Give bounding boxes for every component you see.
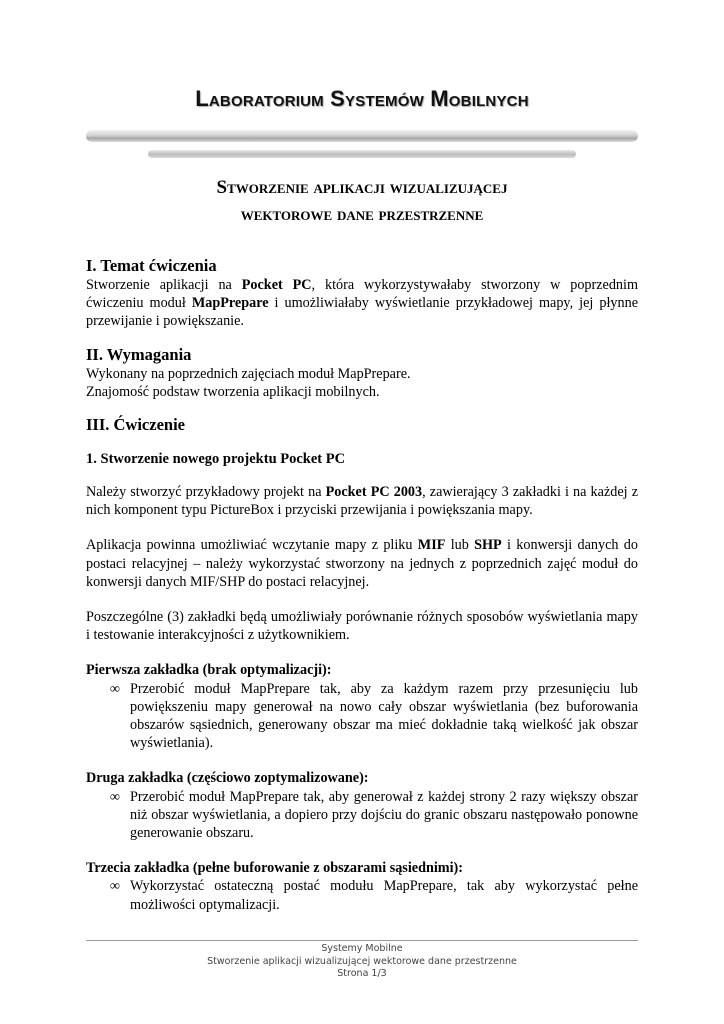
list-item [86,788,638,843]
requirement-line-1: Wykonany na poprzednich zajęciach moduł MapPrepare. [86,365,411,382]
bold-shp: SHP [474,537,502,554]
list-item [86,877,638,913]
infinity-bullet-icon: ∞ [109,680,120,697]
section-heading-requirements: II. Wymagania [86,344,192,364]
tab3-item: Wykorzystać ostateczną postać modułu MapPrepare, tak aby wykorzystać pełne możliwości optymalizacji. [130,878,638,913]
bold-pocket-pc-2003: Pocket PC 2003 [325,484,423,501]
tab2-heading: Druga zakładka (częściowo zoptymalizowane): [86,770,369,787]
section-heading-topic: I. Temat ćwiczenia [86,256,217,275]
decorative-bar-top [86,130,638,142]
lab-title: Laboratorium Systemów Mobilnych [195,86,529,111]
infinity-bullet-icon: ∞ [109,878,120,895]
tab3-heading: Trzecia zakładka (pełne buforowanie z obszarami sąsiednimi): [86,860,463,877]
tab1-item: Przerobić moduł MapPrepare tak, aby za każdym razem przy przesunięciu lub powiększeniu mapy generował na nowo cały obszar wyświetlania (bez buforowania obszarów sąsiednich, generowany obszar ma mieć dokładnie taką wielkość jak obszar wyświetlania). [130,680,638,752]
subsection-heading: 1. Stworzenie nowego projektu Pocket PC [86,451,346,468]
bold-mif: MIF [417,537,446,554]
topic-paragraph: Stworzenie aplikacji na Pocket PC, która wykorzystywałaby stworzony w poprzednim ćwiczeniu moduł MapPrepare i umożliwiałaby wyświetlanie przykładowej mapy, jej płynne przewijanie i powiększanie. [86,277,638,330]
tab1-heading: Pierwsza zakładka (brak optymalizacji): [86,662,332,679]
paragraph-project: Należy stworzyć przykładowy projekt na Pocket PC 2003, zawierający 3 zakładki i na każdej z nich komponent typu PictureBox i przyciski przewijania i powiększania mapy. [86,484,638,519]
document-title-line1: Stworzenie aplikacji wizualizującej [216,177,508,198]
footer-course: Systemy Mobilne [321,943,403,954]
infinity-bullet-icon: ∞ [109,788,120,805]
section-heading-exercise: III. Ćwiczenie [86,415,185,435]
decorative-bar-bottom [148,150,576,158]
requirement-line-2: Znajomość podstaw tworzenia aplikacji mobilnych. [86,383,380,400]
footer-page-number: Strona 1/3 [337,968,387,979]
paragraph-map-loading: Aplikacja powinna umożliwiać wczytanie mapy z pliku MIF lub SHP i konwersji danych do postaci relacyjnej – należy wykorzystać stworzony na jednych z poprzednich zajęć moduł do konwersji danych MIF/SHP do postaci relacyjnej. [86,537,638,590]
footer-title: Stworzenie aplikacji wizualizującej wektorowe dane przestrzenne [207,955,517,967]
page-footer [86,940,638,981]
document-title-line2: wektorowe dane przestrzenne [240,204,484,225]
bold-mapprepare: MapPrepare [191,295,269,312]
document-content [86,256,638,914]
document-title [0,174,724,228]
bold-pocket-pc: Pocket PC [241,277,312,293]
list-item [86,680,638,753]
paragraph-tabs: Poszczególne (3) zakładki będą umożliwiały porównanie różnych sposobów wyświetlania mapy i testowanie interakcyjności z użytkownikiem. [86,609,638,644]
tab2-item: Przerobić moduł MapPrepare tak, aby generował z każdej strony 2 razy większy obszar niż obszar wyświetlania, a dopiero przy dojściu do granic obszaru następowało ponowne generowanie obszaru. [130,788,638,842]
